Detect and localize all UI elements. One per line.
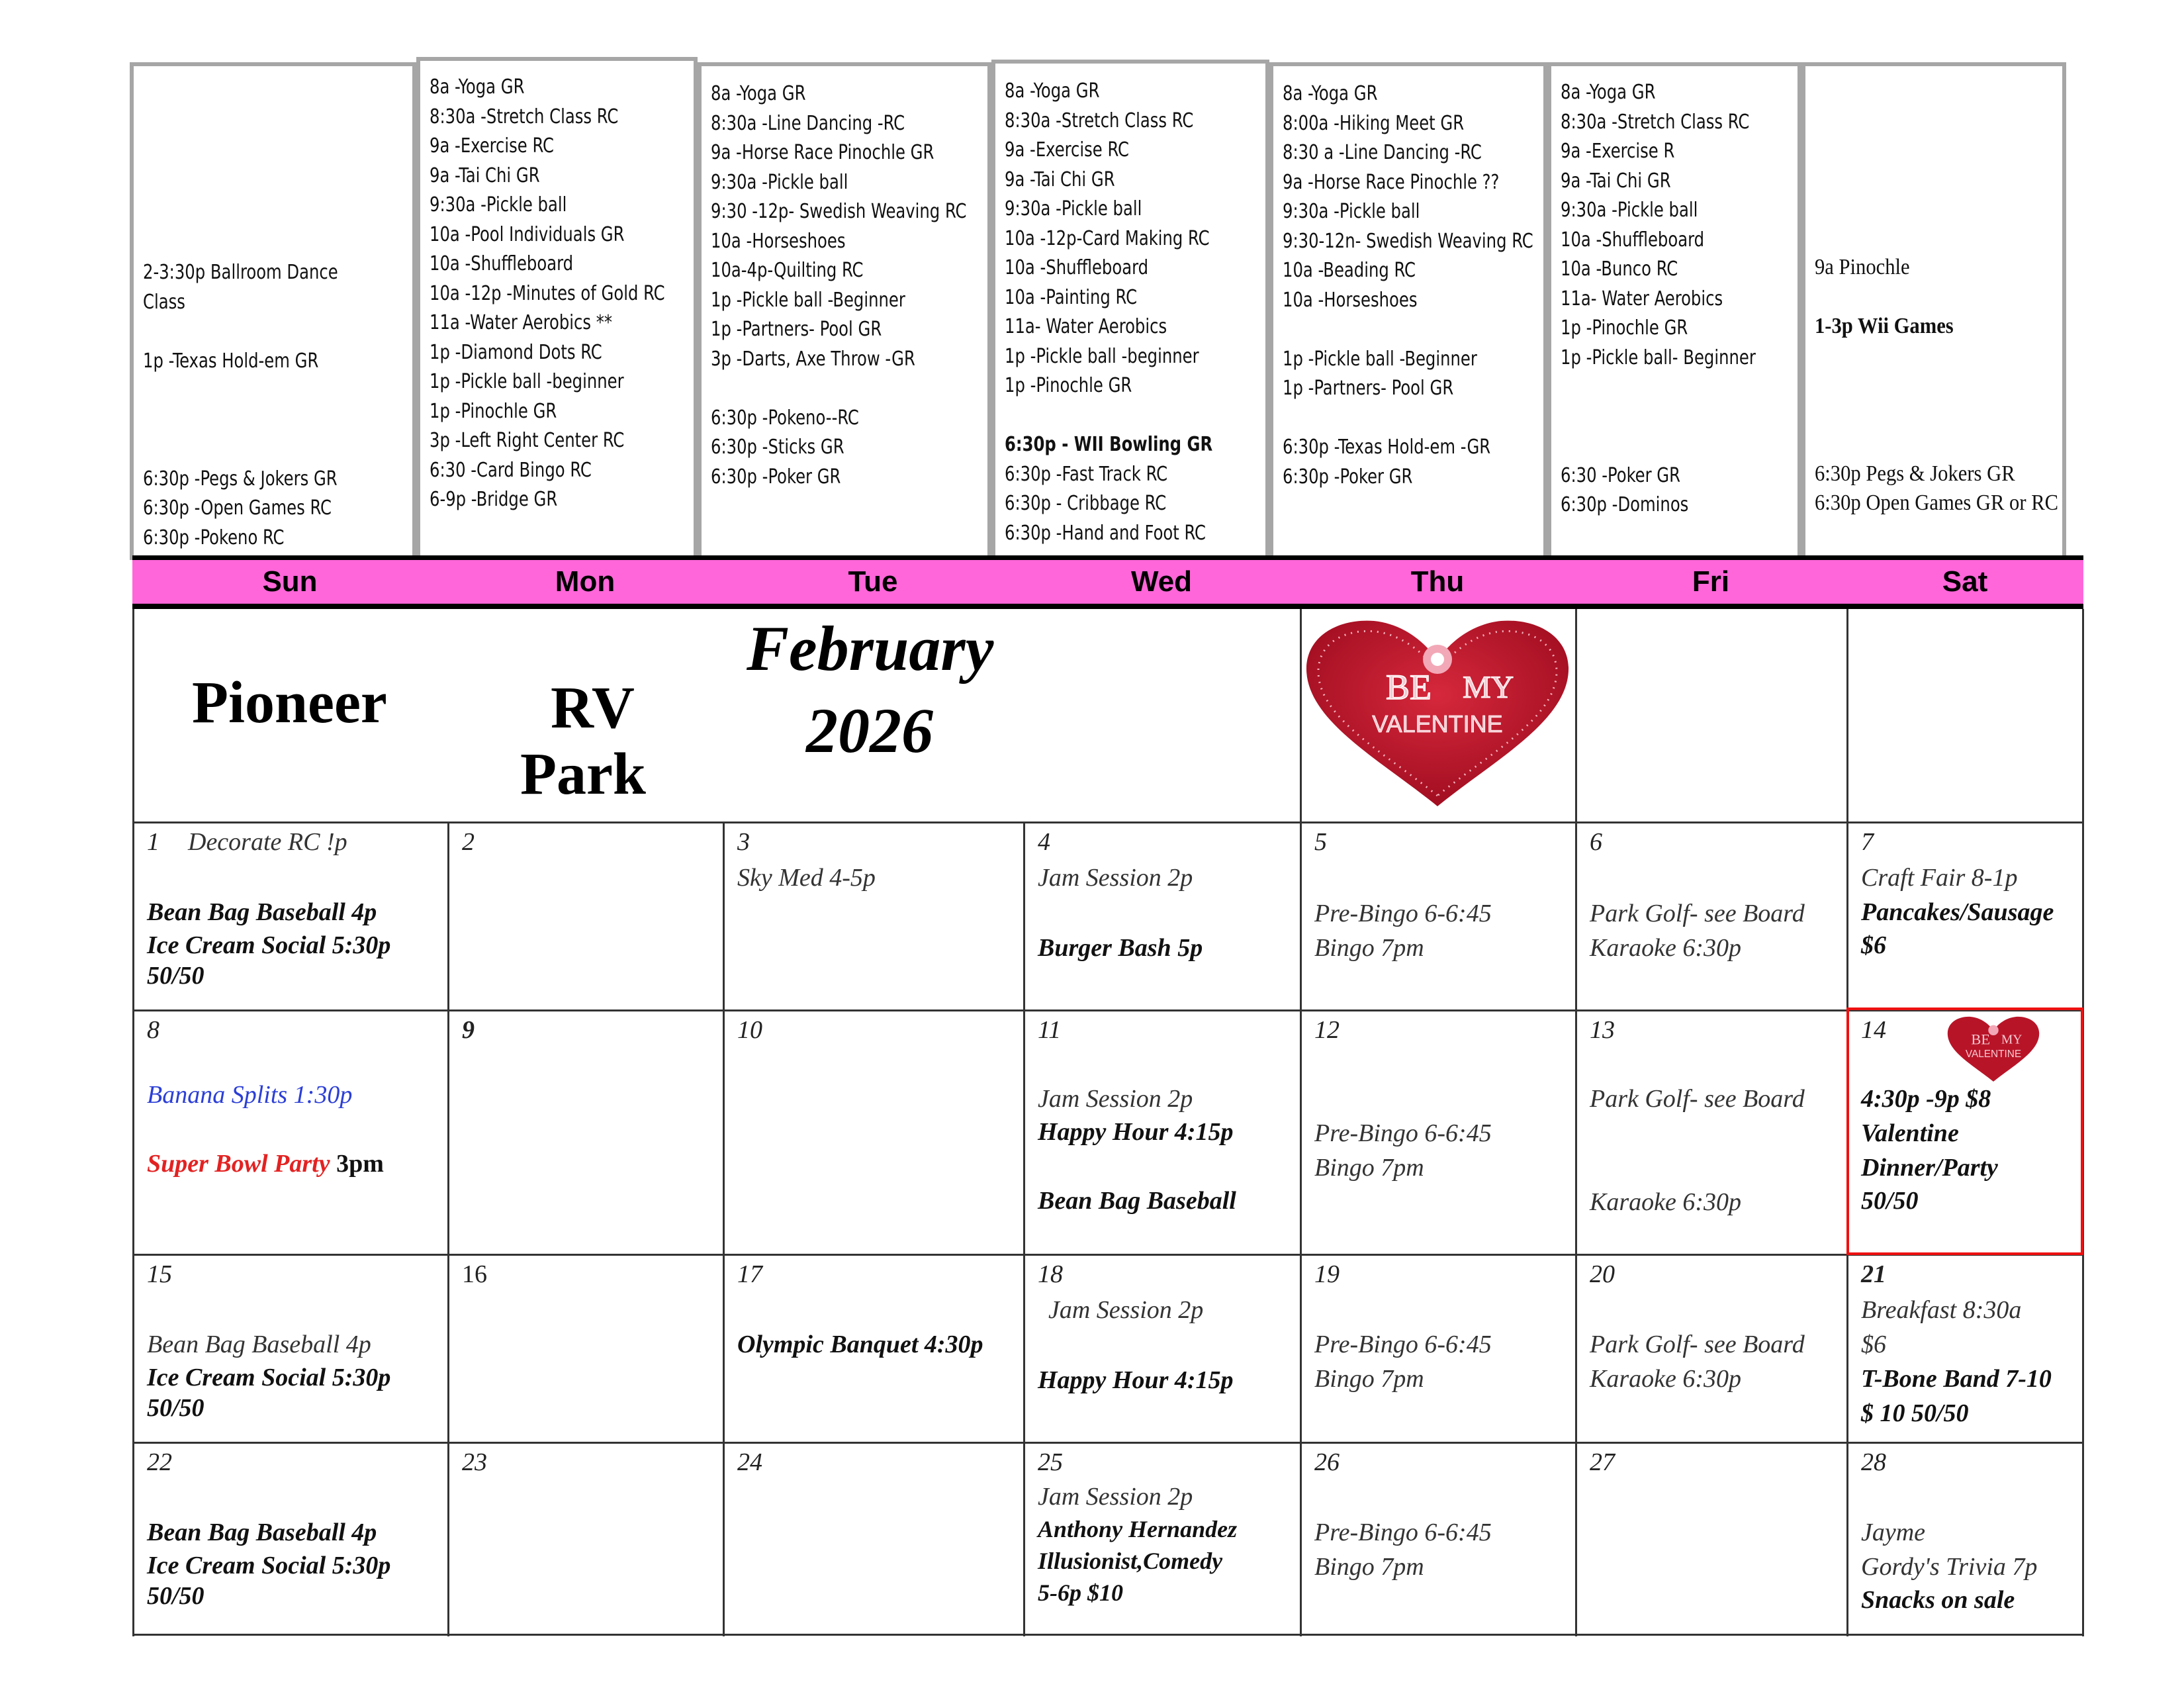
- weekly-lines: [1815, 135, 2058, 518]
- event-text: Pre-Bingo 6-6:45: [1314, 1519, 1492, 1546]
- day-header-wed: Wed: [1130, 565, 1193, 598]
- weekly-activity-line: 2-3:30p Ballroom Dance: [143, 261, 338, 284]
- date-number: 5: [1314, 828, 1327, 856]
- date-number: 22: [147, 1448, 172, 1476]
- weekly-activity-line: 9:30a -Pickle ball: [1561, 199, 1698, 222]
- weekly-activity-line: [1561, 432, 1770, 461]
- weekly-activity-line: 9a -Tai Chi GR: [1561, 169, 1671, 193]
- weekly-activity-line: [143, 406, 382, 436]
- weekly-activity-line: [143, 199, 382, 229]
- event-text: Bean Bag Baseball 4p: [147, 1331, 371, 1358]
- weekly-activity-line: 9:30a -Pickle ball: [1005, 197, 1142, 220]
- date-number: 13: [1590, 1016, 1615, 1044]
- date-number: 3: [737, 828, 750, 856]
- date-number: 4: [1038, 828, 1050, 856]
- event-text: 50/50: [147, 1394, 205, 1422]
- weekly-activity-line: 6:30p Pegs & Jokers GR: [1815, 461, 2015, 486]
- day-header-thu: Thu: [1410, 565, 1465, 598]
- event-text: Breakfast 8:30a: [1861, 1296, 2022, 1324]
- event-text: Bean Bag Baseball 4p: [147, 898, 377, 926]
- calendar-cell-17: [723, 1256, 1023, 1442]
- heart-text-be: BE: [1386, 667, 1432, 707]
- weekly-activity-line: 8a -Yoga GR: [430, 75, 525, 99]
- weekly-activity-line: 6-9p -Bridge GR: [430, 488, 558, 511]
- calendar-cell-24: [723, 1444, 1023, 1634]
- weekly-activity-line: 10a -Beading RC: [1283, 259, 1416, 282]
- weekly-activity-line: [1815, 400, 2034, 430]
- event-text: Decorate RC !p: [188, 828, 347, 856]
- weekly-lines: [1561, 78, 1794, 520]
- weekly-activity-line: 9a -Horse Race Pinochle GR: [711, 141, 934, 164]
- weekly-activity-line: 6:30p -Texas Hold-em -GR: [1283, 436, 1491, 459]
- day-header-sun: Sun: [262, 565, 318, 598]
- calendar-cell-8: [132, 1011, 447, 1254]
- event-text: Happy Hour 4:15p: [1038, 1118, 1234, 1146]
- calendar-cell-9: [447, 1011, 723, 1254]
- date-number: 6: [1590, 828, 1602, 856]
- date-number: 8: [147, 1016, 159, 1044]
- calendar-cell-6: [1575, 823, 1846, 1009]
- event-text: 50/50: [147, 1582, 205, 1610]
- event-text: Snacks on sale: [1861, 1586, 2015, 1614]
- event-text: Pre-Bingo 6-6:45: [1314, 1331, 1492, 1358]
- date-number: 28: [1861, 1448, 1886, 1476]
- weekly-activity-line: [143, 317, 382, 347]
- calendar-cell-16: [447, 1256, 723, 1442]
- date-number: 10: [737, 1016, 762, 1044]
- weekly-activity-line: [1815, 194, 2034, 224]
- heart-text-valentine: VALENTINE: [1372, 710, 1503, 737]
- date-number: 16: [462, 1260, 487, 1288]
- event-text: Dinner/Party: [1861, 1154, 1998, 1182]
- event-text: Bingo 7pm: [1314, 934, 1424, 962]
- weekly-activity-line: 8:30a -Line Dancing -RC: [711, 111, 905, 135]
- weekly-lines: [1005, 77, 1261, 548]
- weekly-activity-line: 6:30p - Cribbage RC: [1005, 492, 1167, 515]
- event-text: Illusionist,Comedy: [1038, 1548, 1223, 1574]
- weekly-activity-line: 10a -Shuffleboard: [1561, 228, 1705, 252]
- day-header-mon: Mon: [555, 565, 615, 598]
- event-text: Jam Session 2p: [1038, 1085, 1193, 1113]
- title-rv: RV: [551, 675, 635, 741]
- weekly-activity-line: [143, 229, 382, 259]
- event-text: Gordy's Trivia 7p: [1861, 1553, 2038, 1581]
- weekly-activity-line: 10a -Pool Individuals GR: [430, 222, 625, 246]
- event-text: 50/50: [147, 962, 205, 990]
- calendar-cell-7: [1846, 823, 2083, 1009]
- title-year: 2026: [806, 695, 933, 766]
- weekly-lines: [1283, 79, 1539, 492]
- weekly-activity-line: 6:30p Open Games GR or RC: [1815, 491, 2059, 515]
- weekly-activity-line: [1283, 404, 1514, 434]
- weekly-activity-line: 1p -Pickle ball -beginner: [430, 370, 624, 393]
- weekly-activity-line: 9:30a -Pickle ball: [711, 170, 848, 194]
- weekly-box-sat: [1801, 62, 2066, 560]
- grid-line: [132, 1634, 2083, 1636]
- weekly-activity-line: 1p -Pinochle GR: [1005, 374, 1132, 397]
- weekly-activity-line: 8a -Yoga GR: [711, 82, 806, 105]
- date-number: 21: [1861, 1260, 1886, 1288]
- calendar-cell-19: [1300, 1256, 1575, 1442]
- weekly-activity-line: 6:30 -Card Bingo RC: [430, 458, 592, 482]
- event-text: Jayme: [1861, 1519, 1926, 1546]
- event-text: $6: [1861, 1331, 1886, 1358]
- weekly-activity-line: 6:30p -Open Games RC: [143, 496, 332, 520]
- weekly-activity-line: 6:30p -Dominos: [1561, 493, 1689, 516]
- weekly-activity-line: 1p -Pickle ball -Beginner: [1283, 347, 1477, 371]
- heart-text-my: MY: [1463, 670, 1514, 705]
- event-text: Bingo 7pm: [1314, 1154, 1424, 1182]
- weekly-activity-line: 9a -Exercise R: [1561, 140, 1675, 163]
- event-text: 50/50: [1861, 1187, 1919, 1215]
- weekly-activity-line: 1p -Pickle ball -Beginner: [711, 288, 905, 312]
- calendar-cell-4: [1023, 823, 1300, 1009]
- weekly-activity-line: 10a -Painting RC: [1005, 285, 1138, 309]
- weekly-activity-line: 6:30p -Pokeno--RC: [711, 406, 859, 430]
- weekly-box-fri: [1547, 62, 1801, 560]
- weekly-activity-line: 1p -Pinochle GR: [1561, 316, 1688, 340]
- event-text: $ 10 50/50: [1861, 1399, 1969, 1427]
- day-header-tue: Tue: [848, 565, 898, 598]
- date-number: 9: [462, 1016, 475, 1044]
- date-number: 1: [147, 828, 159, 856]
- weekly-activity-line: 8:30 a -Line Dancing -RC: [1283, 141, 1482, 164]
- event-text: Park Golf- see Board: [1590, 900, 1805, 927]
- date-number: 19: [1314, 1260, 1340, 1288]
- weekly-activity-line: 9a -Exercise RC: [1005, 138, 1129, 162]
- weekly-activity-line: 10a -Horseshoes: [1283, 288, 1418, 312]
- weekly-activity-line: [1815, 224, 2034, 254]
- event-text: Karaoke 6:30p: [1590, 1188, 1742, 1216]
- weekly-activity-line: [1815, 283, 2034, 312]
- weekly-lines: [143, 140, 408, 553]
- weekly-activity-line: 9a -Exercise RC: [430, 134, 554, 158]
- weekly-activity-line: [1815, 135, 2034, 165]
- weekly-activity-line: 10a -Horseshoes: [711, 229, 846, 253]
- weekly-lines: [711, 79, 983, 492]
- weekly-activity-line: 1-3p Wii Games: [1815, 314, 1954, 338]
- weekly-activity-line: [1283, 315, 1514, 345]
- event-text: Pre-Bingo 6-6:45: [1314, 1119, 1492, 1147]
- calendar-cell-5: [1300, 823, 1575, 1009]
- weekly-activity-line: 1p -Pinochle GR: [430, 399, 557, 423]
- event-text: Ice Cream Social 5:30p: [147, 1364, 391, 1391]
- date-number: 2: [462, 828, 475, 856]
- weekly-activity-line: 10a -12p-Card Making RC: [1005, 226, 1210, 250]
- weekly-activity-line: 3p -Left Right Center RC: [430, 429, 625, 452]
- weekly-activity-line: 1p -Partners- Pool GR: [711, 318, 882, 341]
- calendar-cell-1: [132, 823, 447, 1009]
- weekly-activity-line: 6:30p -Fast Track RC: [1005, 462, 1168, 486]
- date-number: 27: [1590, 1448, 1615, 1476]
- weekly-activity-line: 10a -12p -Minutes of Gold RC: [430, 281, 665, 305]
- event-text: T-Bone Band 7-10: [1861, 1365, 2052, 1393]
- event-text: Anthony Hernandez: [1038, 1516, 1238, 1542]
- weekly-activity-line: [1561, 402, 1770, 432]
- event-text: Valentine: [1861, 1119, 1959, 1147]
- weekly-activity-line: 6:30 -Poker GR: [1561, 463, 1681, 487]
- event-text: Banana Splits 1:30p: [147, 1081, 353, 1109]
- event-text: Pancakes/Sausage: [1861, 898, 2054, 926]
- calendar-cell-22: [132, 1444, 447, 1634]
- title-park: Park: [520, 741, 646, 807]
- event-text: Craft Fair 8-1p: [1861, 864, 2018, 892]
- calendar-cell-12: [1300, 1011, 1575, 1254]
- weekly-activity-line: 1p -Texas Hold-em GR: [143, 349, 319, 373]
- weekly-activity-line: 9:30a -Pickle ball: [430, 193, 567, 216]
- event-text: Park Golf- see Board: [1590, 1085, 1805, 1113]
- event-text: Karaoke 6:30p: [1590, 934, 1742, 962]
- weekly-activity-line: 9a -Horse Race Pinochle ??: [1283, 170, 1500, 194]
- event-text: Karaoke 6:30p: [1590, 1365, 1742, 1393]
- weekly-activity-line: [1815, 165, 2034, 195]
- header-top-rule: [132, 555, 2083, 560]
- weekly-activity-line: 1p -Diamond Dots RC: [430, 340, 602, 364]
- event-text: Ice Cream Social 5:30p: [147, 931, 391, 959]
- weekly-activity-line: 8a -Yoga GR: [1005, 79, 1100, 103]
- calendar-cell-25: [1023, 1444, 1300, 1634]
- calendar-cell-3: [723, 823, 1023, 1009]
- weekly-activity-line: 10a -Shuffleboard: [1005, 256, 1149, 279]
- event-text: $6: [1861, 931, 1886, 959]
- day-header-sat: Sat: [1942, 565, 1988, 598]
- event-text: 4:30p -9p $8: [1861, 1085, 1991, 1113]
- event-text: Bingo 7pm: [1314, 1365, 1424, 1393]
- event-text: Sky Med 4-5p: [737, 864, 876, 892]
- event-text: Jam Session 2p: [1048, 1296, 1204, 1324]
- weekly-activity-line: [711, 374, 956, 404]
- date-number: 15: [147, 1260, 172, 1288]
- weekly-activity-line: 6:30p -Sticks GR: [711, 436, 844, 459]
- calendar-cell-21: [1846, 1256, 2083, 1442]
- weekly-activity-line: 8:30a -Stretch Class RC: [430, 105, 619, 128]
- small-heart-text-my: MY: [2001, 1033, 2023, 1047]
- day-header-fri: Fri: [1692, 565, 1730, 598]
- weekly-box-tue: [698, 62, 991, 560]
- date-number: 17: [737, 1260, 762, 1288]
- weekly-activity-line: 10a -Shuffleboard: [430, 252, 574, 275]
- weekly-activity-line: Class: [143, 290, 185, 314]
- event-text: Jam Session 2p: [1038, 1483, 1193, 1511]
- weekly-box-sun: [130, 62, 416, 560]
- weekly-activity-line: 11a- Water Aerobics: [1561, 287, 1723, 310]
- weekly-activity-line: 3p -Darts, Axe Throw -GR: [711, 347, 915, 371]
- event-text: Pre-Bingo 6-6:45: [1314, 900, 1492, 927]
- date-number: 12: [1314, 1016, 1340, 1044]
- weekly-activity-line: [1815, 371, 2034, 400]
- weekly-activity-line: 8:30a -Stretch Class RC: [1005, 109, 1194, 132]
- event-text: 5-6p $10: [1038, 1579, 1123, 1606]
- weekly-activity-line: 9:30 -12p- Swedish Weaving RC: [711, 200, 967, 223]
- weekly-activity-line: 8a -Yoga GR: [1561, 81, 1656, 104]
- weekly-box-wed: [991, 60, 1269, 560]
- weekly-activity-line: 1p -Pickle ball -beginner: [1005, 344, 1199, 368]
- calendar-cell-11: [1023, 1011, 1300, 1254]
- weekly-activity-line: [143, 435, 382, 465]
- date-number: 18: [1038, 1260, 1063, 1288]
- date-number: 20: [1590, 1260, 1615, 1288]
- weekly-activity-line: 9a -Tai Chi GR: [430, 164, 540, 187]
- weekly-activity-line: 8a -Yoga GR: [1283, 82, 1378, 105]
- weekly-lines: [430, 73, 690, 515]
- weekly-activity-line: 9:30-12n- Swedish Weaving RC: [1283, 229, 1533, 253]
- calendar-cell-27: [1575, 1444, 1846, 1634]
- event-text: Bingo 7pm: [1314, 1553, 1424, 1581]
- weekly-activity-line: 11a- Water Aerobics: [1005, 315, 1167, 338]
- date-number: 23: [462, 1448, 487, 1476]
- calendar-cell-23: [447, 1444, 723, 1634]
- weekly-activity-line: 9a -Tai Chi GR: [1005, 167, 1115, 191]
- highlight-frame: [1846, 1008, 2083, 1255]
- valentine-heart-icon: [1301, 614, 1574, 813]
- superbowl-label: Super Bowl Party: [147, 1150, 330, 1178]
- weekly-activity-line: 1p -Pickle ball- Beginner: [1561, 346, 1756, 369]
- date-number: 14: [1861, 1016, 1886, 1044]
- weekly-box-thu: [1269, 62, 1547, 560]
- event-text: Olympic Banquet 4:30p: [737, 1331, 983, 1358]
- superbowl-time: 3pm: [330, 1150, 384, 1178]
- weekly-activity-line: 6:30p -Pokeno RC: [143, 526, 285, 549]
- weekly-activity-line: 6:30p -Pegs & Jokers GR: [143, 467, 338, 491]
- weekly-box-mon: [416, 57, 698, 560]
- date-number: 11: [1038, 1016, 1062, 1044]
- small-heart-text-valentine: VALENTINE: [1965, 1048, 2022, 1060]
- weekly-activity-line: 6:30p -Poker GR: [711, 465, 841, 489]
- weekly-activity-line: 10a-4p-Quilting RC: [711, 259, 864, 282]
- weekly-activity-line: 9a Pinochle: [1815, 255, 1910, 279]
- date-number: 25: [1038, 1448, 1063, 1476]
- weekly-activity-line: 6:30p -Poker GR: [1283, 465, 1413, 489]
- weekly-activity-line: 8:30a -Stretch Class RC: [1561, 110, 1750, 134]
- event-text: Jam Session 2p: [1038, 864, 1193, 892]
- date-number: 24: [737, 1448, 762, 1476]
- weekly-activity-line: [143, 376, 382, 406]
- weekly-activity-line: [143, 170, 382, 200]
- event-text: Ice Cream Social 5:30p: [147, 1552, 391, 1579]
- event-text-superbowl: [147, 1149, 384, 1178]
- date-number: 7: [1861, 828, 1874, 856]
- calendar-cell-28: [1846, 1444, 2083, 1634]
- calendar-cell-15: [132, 1256, 447, 1442]
- weekly-activity-line: 8:00a -Hiking Meet GR: [1283, 111, 1465, 135]
- weekly-activity-line: 11a -Water Aerobics **: [430, 311, 613, 334]
- weekly-activity-line: [1815, 430, 2034, 459]
- calendar-cell-10: [723, 1011, 1023, 1254]
- weekly-activity-line: 6:30p -Hand and Foot RC: [1005, 521, 1206, 545]
- event-text: Bean Bag Baseball: [1038, 1187, 1236, 1215]
- calendar-cell-2: [447, 823, 723, 1009]
- weekly-activity-line: 1p -Partners- Pool GR: [1283, 377, 1454, 400]
- date-number: 26: [1314, 1448, 1340, 1476]
- weekly-activity-line: [1005, 401, 1236, 431]
- calendar-cell-13: [1575, 1011, 1846, 1254]
- calendar-cell-20: [1575, 1256, 1846, 1442]
- title-pioneer: Pioneer: [192, 670, 387, 735]
- event-text: Bean Bag Baseball 4p: [147, 1519, 377, 1546]
- weekly-activity-line: 9:30a -Pickle ball: [1283, 200, 1420, 223]
- small-heart-text-be: BE: [1971, 1031, 1991, 1048]
- title-month: February: [747, 613, 994, 684]
- weekly-activity-line: 10a -Bunco RC: [1561, 258, 1678, 281]
- event-text: Burger Bash 5p: [1038, 934, 1203, 962]
- weekly-activity-line: 6:30p - WII Bowling GR: [1005, 433, 1213, 456]
- weekly-activity-line: [1815, 342, 2034, 371]
- event-text: Park Golf- see Board: [1590, 1331, 1805, 1358]
- weekly-activity-line: [1561, 373, 1770, 402]
- calendar-cell-26: [1300, 1444, 1575, 1634]
- weekly-activity-line: [143, 140, 382, 170]
- calendar-cell-18: [1023, 1256, 1300, 1442]
- event-text: Happy Hour 4:15p: [1038, 1366, 1234, 1394]
